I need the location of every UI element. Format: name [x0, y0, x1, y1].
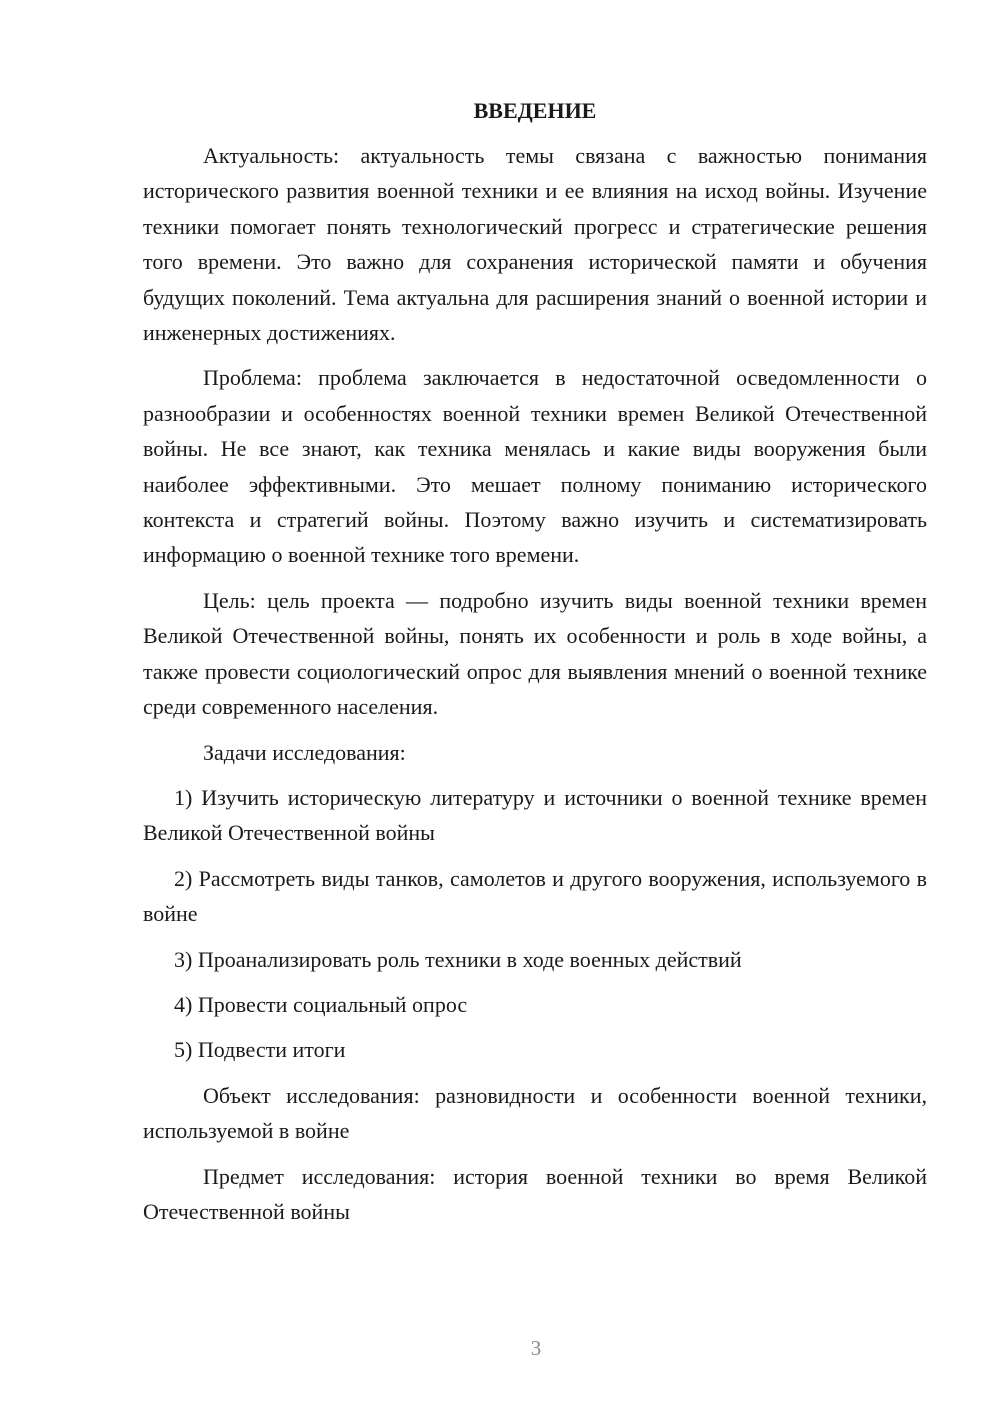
goal-paragraph: Цель: цель проекта — подробно изучить виды военной техники времен Великой Отечественной войны, понять их особенности и роль в ходе войны, а также провести социологический опрос для выявления мнений о военной технике среди современного населения.	[143, 587, 927, 720]
task-item-4: 4) Провести социальный опрос	[174, 991, 468, 1017]
task-item-5: 5) Подвести итоги	[174, 1037, 346, 1063]
object-paragraph: Объект исследования: разновидности и особенности военной техники, используемой в войне	[143, 1082, 927, 1144]
task-item-3: 3) Проанализировать роль техники в ходе военных действий	[174, 946, 742, 972]
problem-paragraph: Проблема: проблема заключается в недостаточной осведомленности о разнообразии и особенностях военной техники времен Великой Отечественной войны. Не все знают, как техника менялась и какие виды вооружения были наиболее эффективными. Это мешает полному пониманию исторического контекста и стратегий войны. Поэтому важно изучить и систематизировать информацию о военной технике того времени.	[143, 365, 927, 568]
relevance-paragraph: Актуальность: актуальность темы связана с важностью понимания исторического развития военной техники и ее влияния на исход войны. Изучение техники помогает понять технологический прогресс и стратегические решения того времени. Это важно для сохранения исторической памяти и обучения будущих поколений. Тема актуальна для расширения знаний о военной истории и инженерных достижениях.	[143, 143, 927, 346]
page-title: ВВЕДЕНИЕ	[473, 98, 597, 123]
page-number: 3	[530, 1336, 542, 1360]
tasks-heading: Задачи исследования:	[203, 739, 406, 765]
task-item-1: 1) Изучить историческую литературу и источники о военной технике времен Великой Отечественной войны	[143, 784, 927, 846]
subject-paragraph: Предмет исследования: история военной техники во время Великой Отечественной войны	[143, 1163, 927, 1224]
page-content	[143, 93, 927, 1239]
task-item-2: 2) Рассмотреть виды танков, самолетов и другого вооружения, используемого в войне	[143, 865, 927, 927]
